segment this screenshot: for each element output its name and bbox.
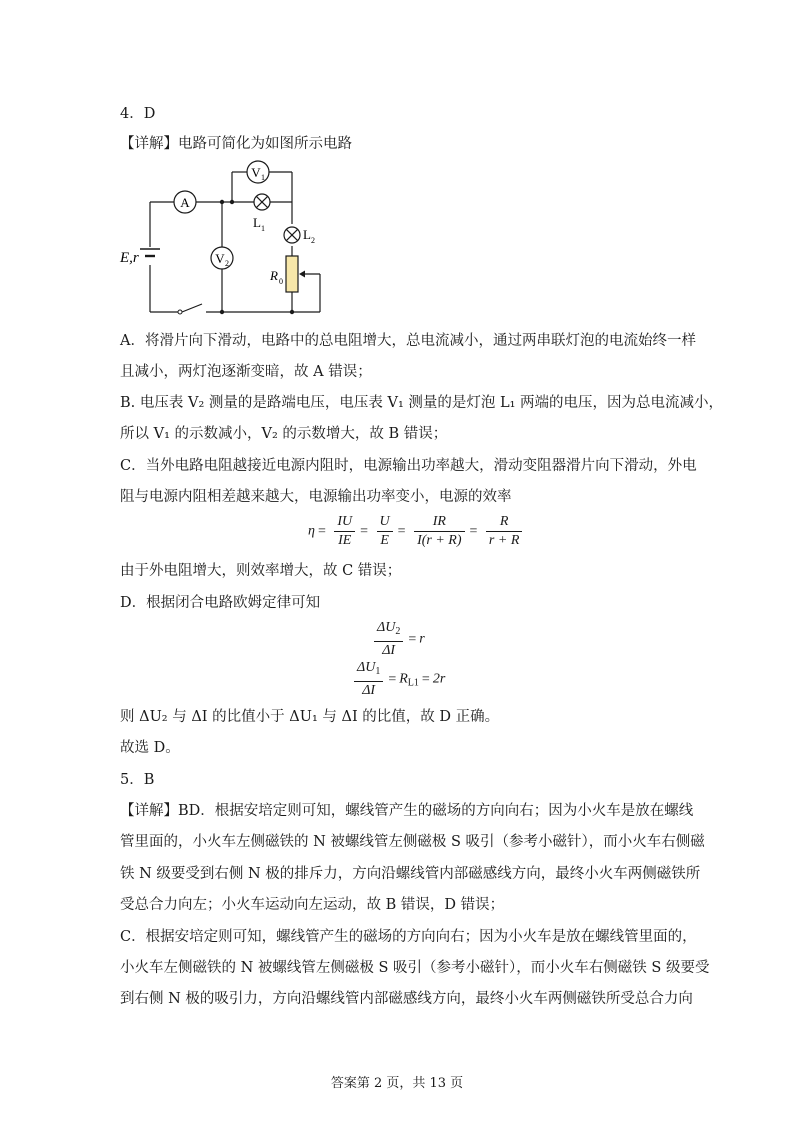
d-formula-1: $\frac{\Delta U_2}{\Delta I}$ = r: [372, 620, 425, 659]
q4-option-b-line2: 所以 V₁ 的示数减小，V₂ 的示数增大，故 B 错误；: [120, 426, 448, 442]
q4-option-b-line1: B. 电压表 V₂ 测量的是路端电压，电压表 V₁ 测量的是灯泡 L₁ 两端的电压，因为总电流减小，: [120, 395, 724, 411]
q4-option-a-line1: A．将滑片向下滑动，电路中的总电阻增大，总电流减小，通过两串联灯泡的电流始终一样: [120, 333, 696, 349]
ammeter: [174, 191, 196, 213]
d-formula-2: $\frac{\Delta U_1}{\Delta I}$ = $R_{L1} = 2r$: [352, 660, 445, 699]
q4-option-d-line2: 则 ΔU₂ 与 ΔI 的比值小于 ΔU₁ 与 ΔI 的比值，故 D 正确。: [120, 709, 500, 725]
q4-choose: 故选 D。: [120, 740, 180, 756]
svg-text:R: R: [270, 268, 278, 283]
rheostat-r0: [269, 256, 305, 292]
svg-text:V: V: [215, 251, 225, 266]
source-label: E,r: [120, 250, 139, 266]
circuit-diagram: [110, 152, 330, 324]
q4-option-a-line2: 且减小，两灯泡逐渐变暗，故 A 错误；: [120, 364, 372, 380]
svg-text:V: V: [251, 165, 261, 180]
q5-bd-line3: 铁 N 级要受到右侧 N 极的排斥力，方向沿螺线管内部磁感线方向，最终小火车两侧磁铁所: [120, 866, 701, 882]
q5-c-line3: 到右侧 N 极的吸引力，方向沿螺线管内部磁感线方向，最终小火车两侧磁铁所受总合力向: [120, 991, 693, 1007]
svg-text:2: 2: [311, 236, 315, 245]
voltmeter-v2: [211, 247, 233, 269]
svg-text:A: A: [180, 195, 190, 210]
svg-text:L: L: [303, 227, 311, 242]
lamp-l2: [284, 227, 315, 245]
voltmeter-v1: [247, 161, 269, 183]
q5-bd-line2: 管里面的，小火车左侧磁铁的 N 被螺线管左侧磁极 S 吸引（参考小磁针），而小火车右侧磁: [120, 834, 705, 850]
q5-answer: 5．B: [120, 772, 155, 788]
efficiency-formula: η = $\frac{IU}{IE}$ = $\frac{U}{E}$ = $\frac{IR}{I(r + R)}$ = $\frac{R}{r + R}$: [308, 514, 524, 549]
q4-option-c-line1: C．当外电路电阻越接近电源内阻时，电源输出功率越大，滑动变阻器滑片向下滑动，外电: [120, 458, 697, 474]
battery-symbol: [140, 249, 160, 256]
lamp-l1: [253, 194, 270, 233]
svg-text:2: 2: [225, 259, 229, 268]
q5-bd-line4: 受总合力向左；小火车运动向左运动，故 B 错误，D 错误；: [120, 897, 505, 913]
q4-option-d-line1: D．根据闭合电路欧姆定律可知: [120, 595, 321, 611]
svg-text:1: 1: [261, 173, 265, 182]
page-footer: 答案第 2 页，共 13 页: [330, 1076, 464, 1091]
q4-option-c-line3: 由于外电阻增大，则效率增大，故 C 错误；: [120, 563, 402, 579]
q5-bd-line1: 【详解】BD．根据安培定则可知，螺线管产生的磁场的方向向右；因为小火车是放在螺线: [120, 803, 694, 819]
svg-text:1: 1: [261, 224, 265, 233]
svg-text:0: 0: [279, 277, 283, 286]
q5-c-line1: C．根据安培定则可知，螺线管产生的磁场的方向向右；因为小火车是放在螺线管里面的，: [120, 929, 697, 945]
q4-detail-intro: 【详解】电路可简化为如图所示电路: [120, 136, 352, 152]
svg-text:L: L: [253, 215, 261, 230]
q5-c-line2: 小火车左侧磁铁的 N 被螺线管左侧磁极 S 吸引（参考小磁针），而小火车右侧磁铁 S 级要受: [120, 960, 710, 976]
q4-answer: 4．D: [120, 106, 156, 122]
q4-option-c-line2: 阻与电源内阻相差越来越大，电源输出功率变小，电源的效率: [120, 489, 512, 505]
